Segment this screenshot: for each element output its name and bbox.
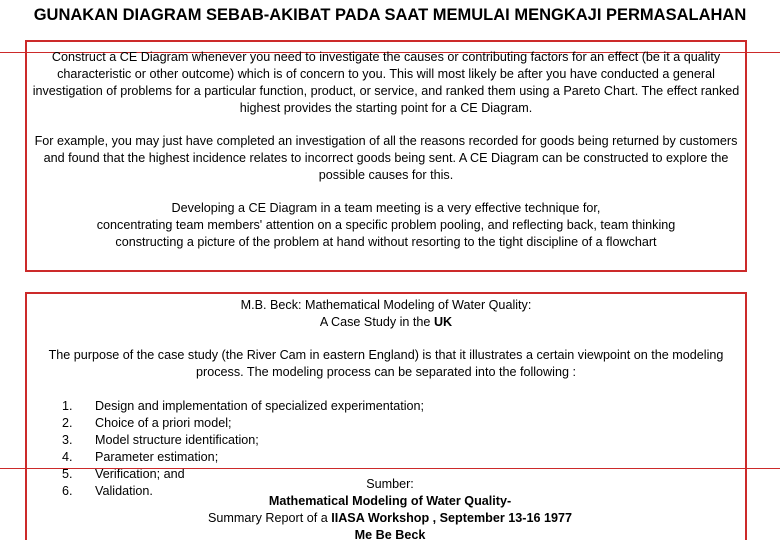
- case-study-heading-prefix: A Case Study in the: [319, 315, 434, 329]
- page-title: GUNAKAN DIAGRAM SEBAB-AKIBAT PADA SAAT MEMULAI MENGKAJI PERMASALAHAN: [33, 6, 747, 24]
- list-item-text: Verification; and: [95, 467, 185, 481]
- source-author: Me Be Beck: [354, 528, 426, 542]
- list-item-text: Parameter estimation;: [95, 450, 219, 464]
- ce-paragraph-3-line-3: constructing a picture of the problem at hand without resorting to the tight discipline of a flowchart: [115, 235, 657, 249]
- source-workshop: IIASA Workshop , September 13-16 1977: [331, 511, 572, 525]
- ce-paragraph-3-line-1: Developing a CE Diagram in a team meeting is a very effective technique for,: [171, 201, 601, 215]
- list-item-number: 6.: [62, 484, 73, 498]
- list-item: [62, 449, 424, 466]
- list-item: [62, 432, 424, 449]
- ce-paragraph-3-line-2: concentrating team members' attention on a specific problem pooling, and reflecting back, team thinking: [96, 218, 676, 232]
- list-item-number: 1.: [62, 399, 73, 413]
- source-citation: [150, 476, 630, 544]
- case-study-heading-line-1: M.B. Beck: Mathematical Modeling of Water Quality:: [240, 298, 532, 312]
- source-title: Mathematical Modeling of Water Quality-: [268, 494, 512, 508]
- source-report-line: [150, 510, 630, 527]
- list-item-number: 4.: [62, 450, 73, 464]
- list-item-text: Validation.: [95, 484, 153, 498]
- list-item-number: 3.: [62, 433, 73, 447]
- source-label: Sumber:: [366, 477, 414, 491]
- case-study-purpose: The purpose of the case study (the River Cam in eastern England) is that it illustrates a certain viewpoint on the modeling process. The modeling process can be separated into the following :: [48, 348, 724, 379]
- ce-paragraph-2: For example, you may just have completed an investigation of all the reasons recorded for goods being returned by customers and found that the highest incidence relates to incorrect goods being sent. A CE Diagram can be constructed to explore the possible causes for this.: [34, 134, 738, 182]
- case-study-heading-uk: UK: [433, 315, 453, 329]
- case-study-heading: [28, 297, 744, 331]
- list-item-text: Choice of a priori model;: [95, 416, 232, 430]
- list-item-number: 5.: [62, 467, 73, 481]
- list-item: [62, 398, 424, 415]
- list-item-text: Model structure identification;: [95, 433, 259, 447]
- case-study-heading-line-2: [28, 314, 744, 331]
- list-item: [62, 415, 424, 432]
- list-item-number: 2.: [62, 416, 73, 430]
- ce-paragraph-3: [28, 200, 744, 251]
- ce-paragraph-1: Construct a CE Diagram whenever you need to investigate the causes or contributing factors for an effect (be it a quality characteristic or other outcome) which is of concern to you. This will most likely be after you have conducted a general investigation of problems for a particular function, product, or service, and ranked them using a Pareto Chart. The effect ranked highest provides the starting point for a CE Diagram.: [32, 50, 740, 115]
- list-item-text: Design and implementation of specialized experimentation;: [95, 399, 425, 413]
- bottom-divider: [0, 468, 780, 469]
- source-report-prefix: Summary Report of a: [208, 511, 332, 525]
